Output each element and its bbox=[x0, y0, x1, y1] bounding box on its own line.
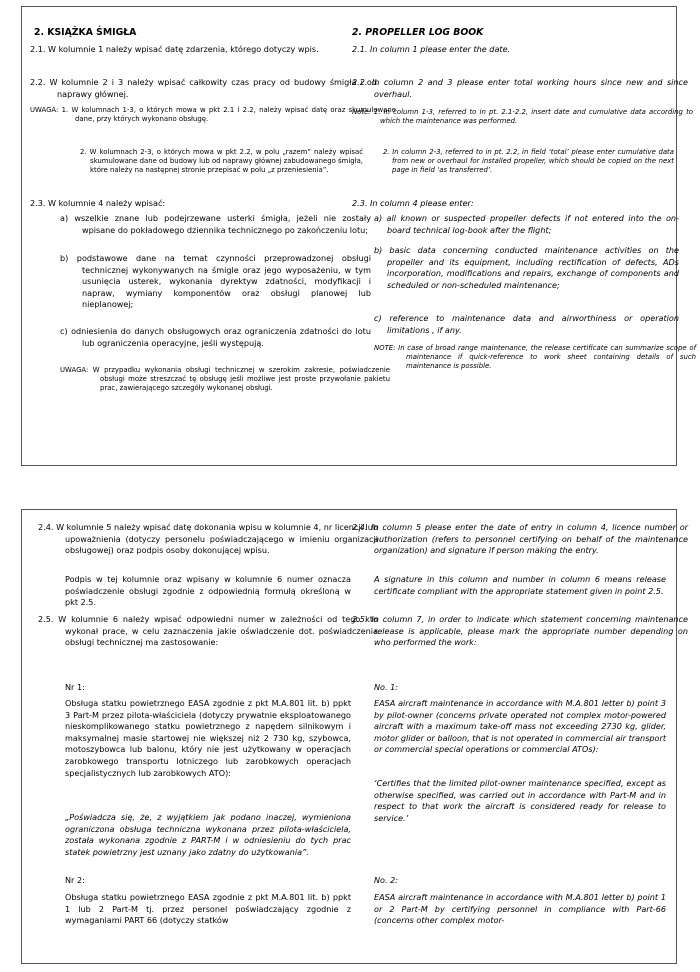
nr2-label-pl: Nr 2: bbox=[65, 875, 85, 885]
paragraph-2-4-pl: 2.4. W kolumnie 5 należy wpisać datę dokonania wpisu w kolumnie 4, nr licencji lub upoważnienia (dotyczy personelu poświadczającego w imieniu organizacji obsługowej) oraz podpis osoby dokonującej wpisu. bbox=[38, 522, 378, 556]
note-2-pl: 2. W kolumnach 2-3, o których mowa w pkt 2.2, w polu „razem” należy wpisać skumulowane dane od budowy lub od naprawy głównej zabudowanego śmigła, które należy na następnej stronie przepisać w polu „z przeniesienia”. bbox=[80, 148, 363, 175]
item-c-pl: c) odniesienia do danych obsługowych oraz ograniczenia zdatności do lotu lub ograniczenia operacyjne, jeśli występują. bbox=[60, 326, 371, 348]
paragraph-2-1-en: 2.1. In column 1 please enter the date. bbox=[352, 44, 511, 54]
page-2-panel bbox=[21, 509, 688, 964]
note-1-pl: UWAGA: 1. W kolumnach 1-3, o których mowa w pkt 2.1 i 2.2, należy wpisać datę oraz skumulowane dane, przy których wykonano obsługę. bbox=[30, 106, 396, 124]
quote-1-en: ‘Certifies that the limited pilot-owner maintenance specified, except as otherwise specified, was carried out in accordance with Part-M and in respect to that work the aircraft is considered ready for release to service.’ bbox=[374, 778, 666, 823]
note-3-en: NOTE: In case of broad range maintenance, the release certificate can summarize scope of maintenance if quick-reference to work sheet containing details of such maintenance is possible. bbox=[374, 344, 696, 371]
section-heading-pl: 2. KSIĄŻKA ŚMIGŁA bbox=[34, 27, 137, 38]
item-a-en: a) all known or suspected propeller defects if not entered into the on-board technical log-book after the flight; bbox=[374, 213, 679, 235]
item-b-pl: b) podstawowe dane na temat czynności przeprowadzonej obsługi technicznej wykonywanych na śmigle oraz jego wyposażeniu, w tym usunięcia usterek, wykonania dyrektyw zdatności, modyfikacji i napraw, wymiany komponentów oraz obsługi planowej lub nieplanowej; bbox=[60, 253, 371, 310]
paragraph-2-5-en: 2.5. In column 7, in order to indicate which statement concerning maintenance release is applicable, please mark the appropriate number depending on who performed the work: bbox=[352, 614, 688, 648]
nr2-text-pl: Obsługa statku powietrznego EASA zgodnie z pkt M.A.801 lit. b) ppkt 1 lub 2 Part-M tj. przez personel poświadczający zgodnie z wymaganiami PART 66 (dotyczy statków bbox=[65, 892, 351, 926]
item-a-pl: a) wszelkie znane lub podejrzewane usterki śmigła, jeżeli nie zostały wpisane do pokładowego dziennika technicznego po zakończeniu lotu; bbox=[60, 213, 371, 235]
section-heading-en: 2. PROPELLER LOG BOOK bbox=[352, 27, 484, 38]
nr1-text-pl: Obsługa statku powietrznego EASA zgodnie z pkt M.A.801 lit. b) ppkt 3 Part-M przez pilota-właściciela (dotyczy prywatnie eksploatowanego nieskomplikowanego statku powietrznego z napędem silnikowym i maksymalnej masie startowej nie większej niż 2 730 kg, szybowca, motoszybowca lub balonu, który nie jest użytkowany w operacjach zarobkowego transportu lotniczego lub zarobkowych operacjach specjalistycznych lub zarobkowych ATO): bbox=[65, 698, 351, 778]
paragraph-2-4-en: 2.4. In column 5 please enter the date of entry in column 4, licence number or authorization (refers to personnel certifying on behalf of the maintenance organization) and signature if person making the entry. bbox=[352, 522, 688, 556]
paragraph-2-4b-en: A signature in this column and number in column 6 means release certificate compliant with the appropriate statement given in point 2.5. bbox=[374, 574, 666, 596]
note-2-en: 2. In column 2-3, referred to in pt. 2.2, in field ‘total’ please enter cumulative data from new or overhaul for installed propeller, which should be copied on the next page in field ‘as transferred’. bbox=[383, 148, 674, 175]
nr1-label-pl: Nr 1: bbox=[65, 682, 85, 692]
paragraph-2-2-pl: 2.2. W kolumnie 2 i 3 należy wpisać całkowity czas pracy od budowy śmigła i od naprawy głównej. bbox=[30, 77, 377, 99]
paragraph-2-5-pl: 2.5. W kolumnie 6 należy wpisać odpowiedni numer w zależności od tego kto wykonał prace, w celu zaznaczenia jakie oświadczenie dot. poświadczenia obsługi technicznej ma zastosowanie: bbox=[38, 614, 378, 648]
paragraph-2-3-en: 2.3. In column 4 please enter: bbox=[352, 198, 474, 208]
item-c-en: c) reference to maintenance data and airworthiness or operation limitations , if any. bbox=[374, 313, 679, 335]
item-b-en: b) basic data concerning conducted maintenance activities on the propeller and its equipment, including rectification of defects, ADs incorporation, modifications and repairs, exchange of components and scheduled or non-scheduled maintenance; bbox=[374, 245, 679, 290]
page-1-panel bbox=[21, 6, 696, 466]
nr1-label-en: No. 1: bbox=[374, 682, 399, 692]
paragraph-2-4b-pl: Podpis w tej kolumnie oraz wpisany w kolumnie 6 numer oznacza poświadczenie obsługi zgodnie z odpowiednią formułą określoną w pkt 2.5. bbox=[65, 574, 351, 608]
quote-1-pl: „Poświadcza się, że, z wyjątkiem jak podano inaczej, wymieniona ograniczona obsługa techniczna wykonana przez pilota-właściciela, została wykonana zgodnie z PART-M i w odniesieniu do tych prac statek powietrzny jest uznany jako zdatny do użytkowania”. bbox=[65, 812, 351, 857]
note-1-en: Note: 1. In column 1-3, referred to in pt. 2.1-2.2, insert date and cumulative data according to which the maintenance was performed. bbox=[352, 108, 693, 126]
note-3-pl: UWAGA: W przypadku wykonania obsługi technicznej w szerokim zakresie, poświadczenie obsługi może streszczać tę obsługę jeśli możliwe jest proste przywołanie pakietu prac, zawierającego szczegóły wykonanej obsługi. bbox=[60, 366, 390, 393]
nr1-text-en: EASA aircraft maintenance in accordance with M.A.801 letter b) point 3 by pilot-owner (concerns private operated not complex motor-powered aircraft with a maximum take-off mass not exceeding 2730 kg, glider, motor glider or balloon, that is not operated in commercial air transport or commercial special operations or commercial ATOs): bbox=[374, 698, 666, 755]
paragraph-2-1-pl: 2.1. W kolumnie 1 należy wpisać datę zdarzenia, którego dotyczy wpis. bbox=[30, 44, 319, 54]
paragraph-2-3-pl: 2.3. W kolumnie 4 należy wpisać: bbox=[30, 198, 166, 208]
nr2-label-en: No. 2: bbox=[374, 875, 399, 885]
paragraph-2-2-en: 2.2. In column 2 and 3 please enter total working hours since new and since overhaul. bbox=[352, 77, 688, 99]
nr2-text-en: EASA aircraft maintenance in accordance with M.A.801 letter b) point 1 or 2 Part-M by certifying personnel in compliance with Part-66 (concerns other complex motor- bbox=[374, 892, 666, 926]
